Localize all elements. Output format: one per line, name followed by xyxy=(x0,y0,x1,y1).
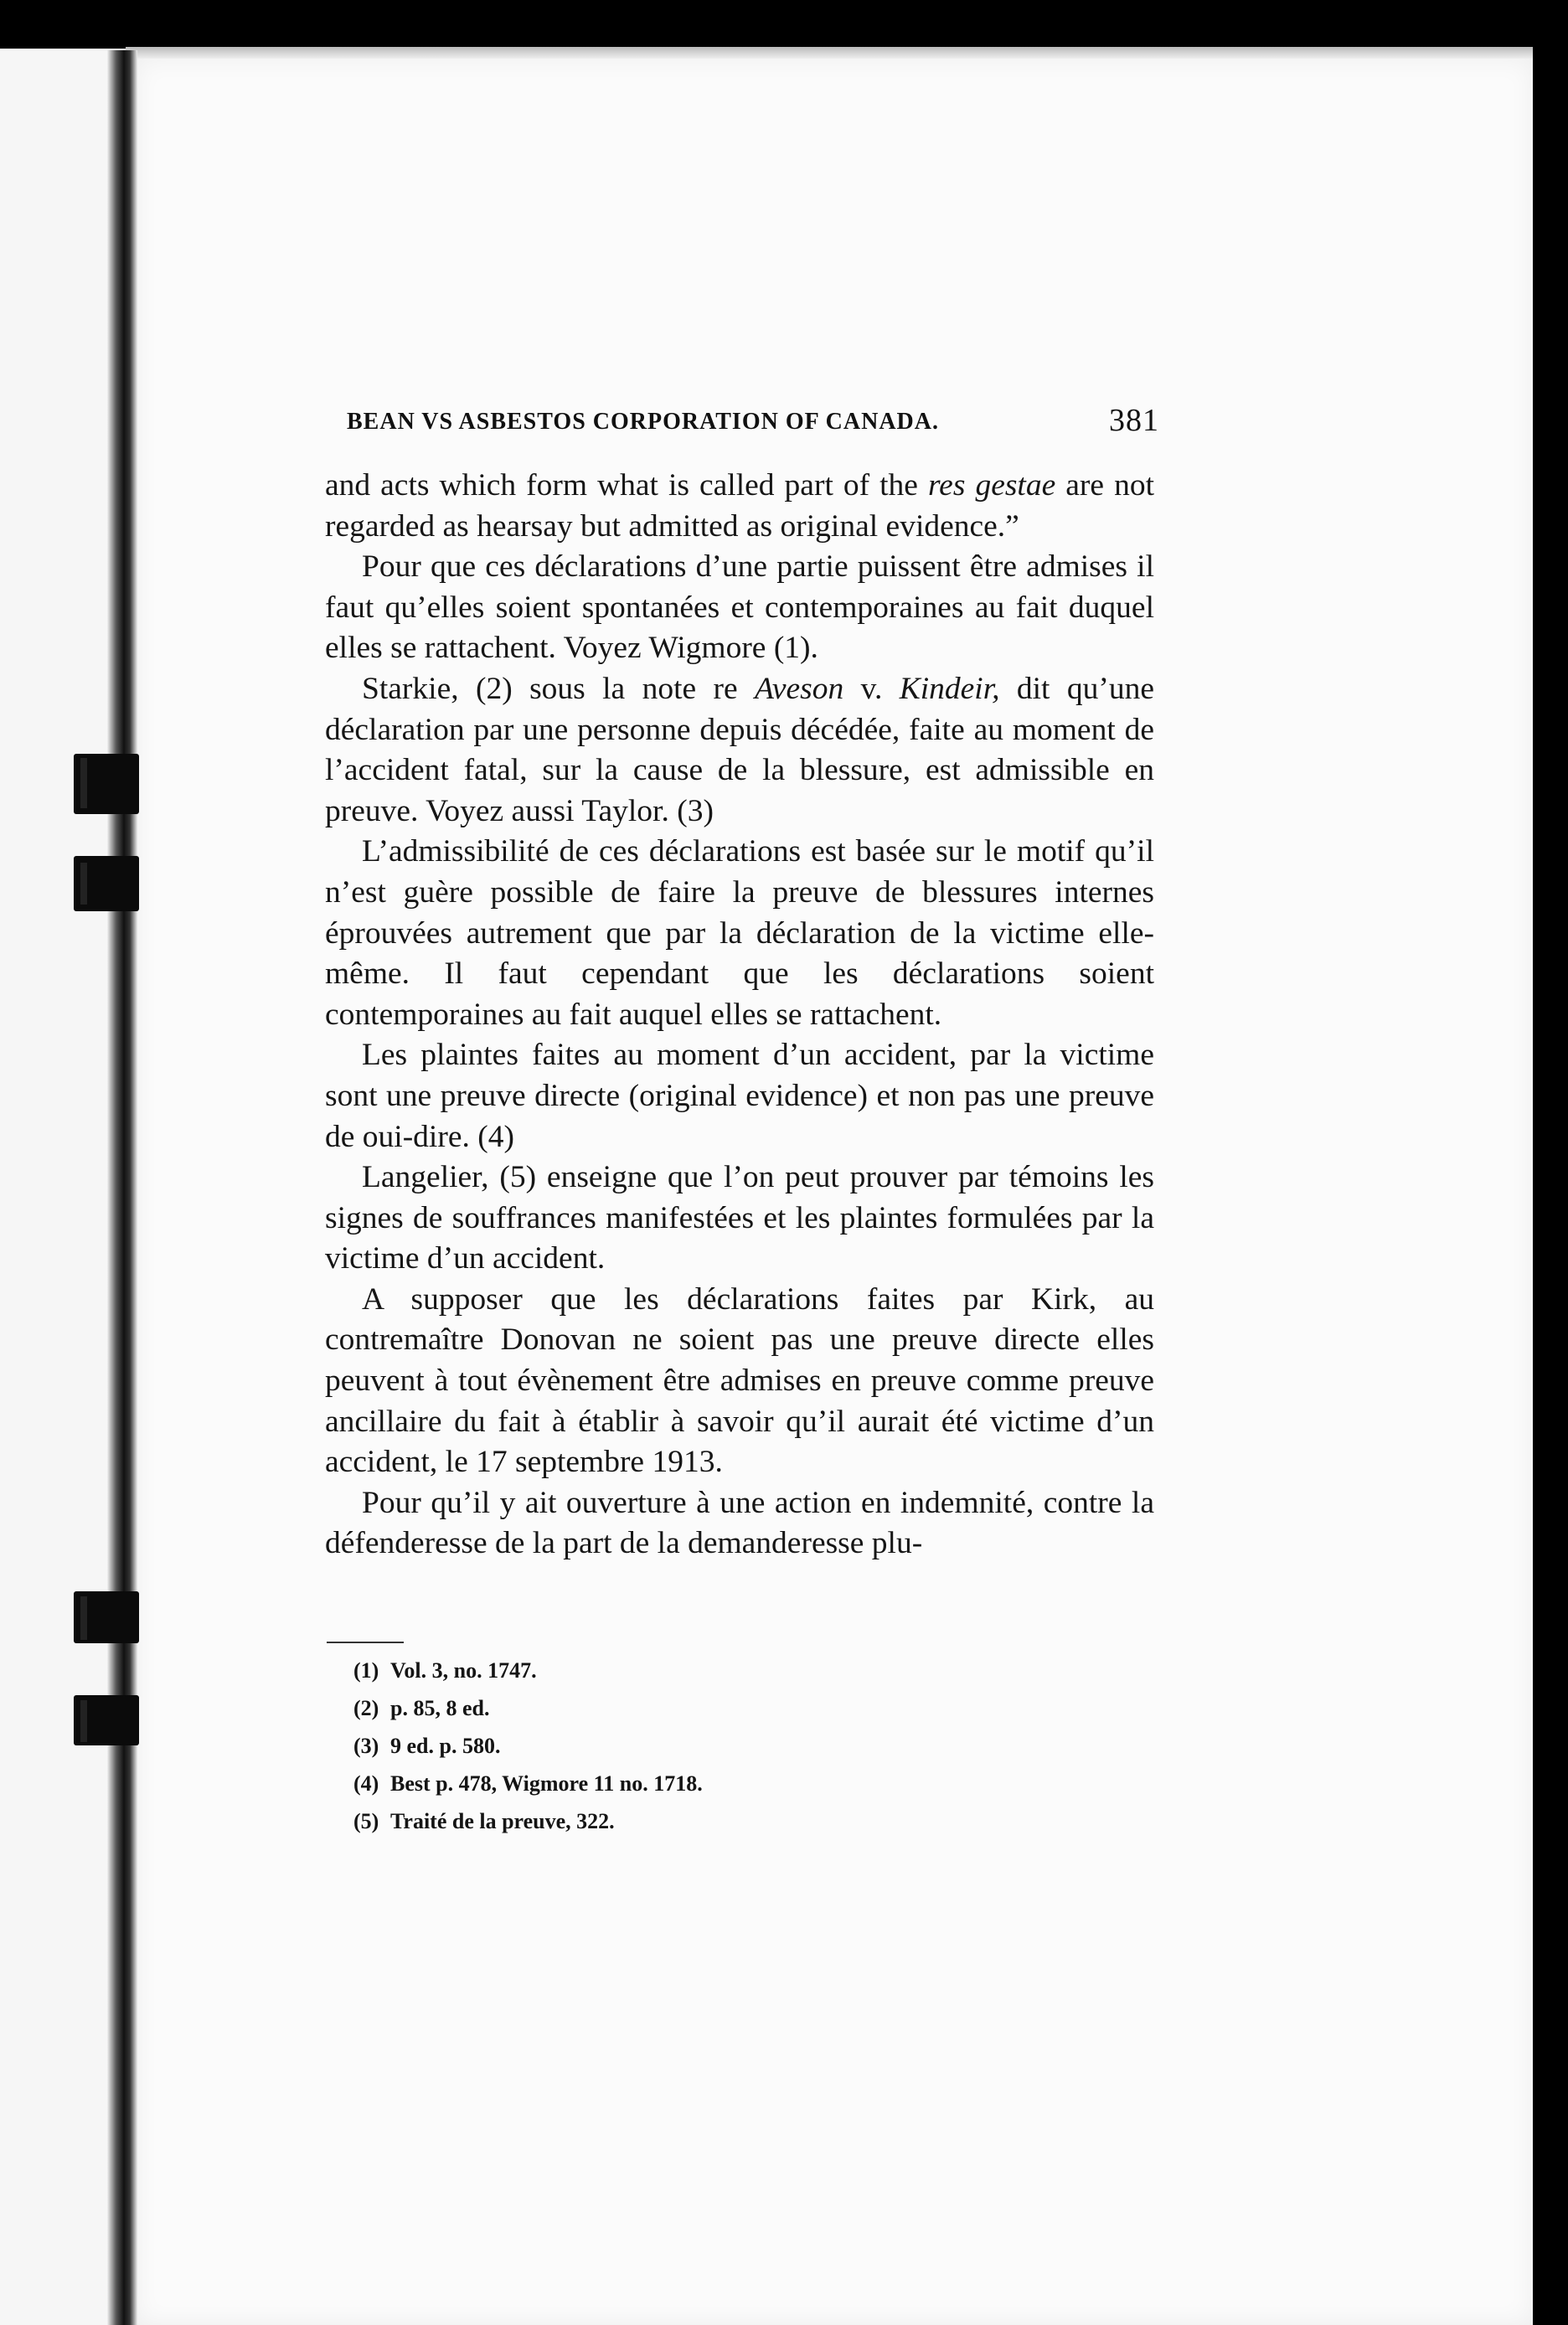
footnote-number: (1) xyxy=(353,1658,379,1683)
footnote-number: (5) xyxy=(353,1809,379,1833)
footnote-4 xyxy=(353,1765,1024,1802)
paragraph-3-italic-kindeir: Kindeir, xyxy=(899,671,1000,706)
paragraph-8: Pour qu’il y ait ouverture à une action en indemnité, contre la défenderesse de la part de la demanderesse plu- xyxy=(325,1485,1154,1561)
binding-mark-3 xyxy=(80,1596,87,1640)
paragraph-2: Pour que ces déclarations d’une partie puissent être admises il faut qu’elles soient spontanées et contemporaines au fait duquel elles se rattachent. Voyez Wigmore (1). xyxy=(325,549,1154,666)
paragraph-3 xyxy=(325,669,1154,832)
paragraph-3-text-e: dit qu’une déclaration par une personne depuis décédée, faite au moment de l’accident fatal, sur la cause de la blessure, est admissible en preuve. Voyez aussi Taylor. (3) xyxy=(325,671,1154,828)
binding-mark-1 xyxy=(80,758,87,808)
scan-right-border xyxy=(1533,0,1568,2325)
binding-mark-4 xyxy=(80,1700,87,1742)
page-header xyxy=(347,402,1159,444)
footnote-number: (2) xyxy=(353,1696,379,1720)
body-text xyxy=(325,466,1154,1565)
paragraph-4: L’admissibilité de ces déclarations est basée sur le motif qu’il n’est guère possible de faire la preuve de blessures internes éprouvées autrement que par la déclaration de la victime elle-même. Il faut cependant que les déclarations soient contemporaines au fait auquel elles se rattachent. xyxy=(325,834,1154,1032)
footnote-text: 9 ed. p. 580. xyxy=(390,1734,501,1758)
paragraph-1-text-c: are not regarded as hearsay but admitted as original evidence.” xyxy=(325,468,1154,544)
footnote-2 xyxy=(353,1689,1024,1727)
book-spine xyxy=(107,50,137,2325)
footnote-text: Vol. 3, no. 1747. xyxy=(390,1658,537,1683)
footnotes xyxy=(353,1652,1024,1840)
footnote-1 xyxy=(353,1652,1024,1689)
paragraph-6: Langelier, (5) enseigne que l’on peut prouver par témoins les signes de souffrances manifestées et les plaintes formulées par la victime d’un accident. xyxy=(325,1160,1154,1276)
paragraph-3-text-a: Starkie, (2) sous la note re xyxy=(362,671,756,706)
footnote-number: (3) xyxy=(353,1734,379,1758)
paragraph-1-italic-res-gestae: res gestae xyxy=(927,468,1056,503)
paragraph-1 xyxy=(325,466,1154,547)
paragraph-5: Les plaintes faites au moment d’un accident, par la victime sont une preuve directe (original evidence) et non pas une preuve de oui-dire. (4) xyxy=(325,1038,1154,1154)
paragraph-3-italic-aveson: Aveson xyxy=(755,671,844,706)
footnote-text: p. 85, 8 ed. xyxy=(390,1696,490,1720)
footnote-3 xyxy=(353,1727,1024,1765)
footnote-separator xyxy=(327,1642,404,1643)
footnote-text: Traité de la preuve, 322. xyxy=(390,1809,615,1833)
footnote-5 xyxy=(353,1802,1024,1840)
binding-mark-2 xyxy=(80,863,87,905)
running-title: BEAN VS ASBESTOS CORPORATION OF CANADA. xyxy=(347,409,939,435)
paragraph-7: A supposer que les déclarations faites par Kirk, au contremaître Donovan ne soient pas une preuve directe elles peuvent à tout évènement être admises en preuve comme preuve ancillaire du fait à établir à savoir qu’il aurait été victime d’un accident, le 17 septembre 1913. xyxy=(325,1281,1154,1480)
footnote-number: (4) xyxy=(353,1771,379,1796)
footnote-text: Best p. 478, Wigmore 11 no. 1718. xyxy=(390,1771,703,1796)
paragraph-3-text-c: v. xyxy=(843,671,900,706)
page-number: 381 xyxy=(1109,403,1159,438)
paragraph-1-text-a: and acts which form what is called part of the xyxy=(325,468,928,503)
